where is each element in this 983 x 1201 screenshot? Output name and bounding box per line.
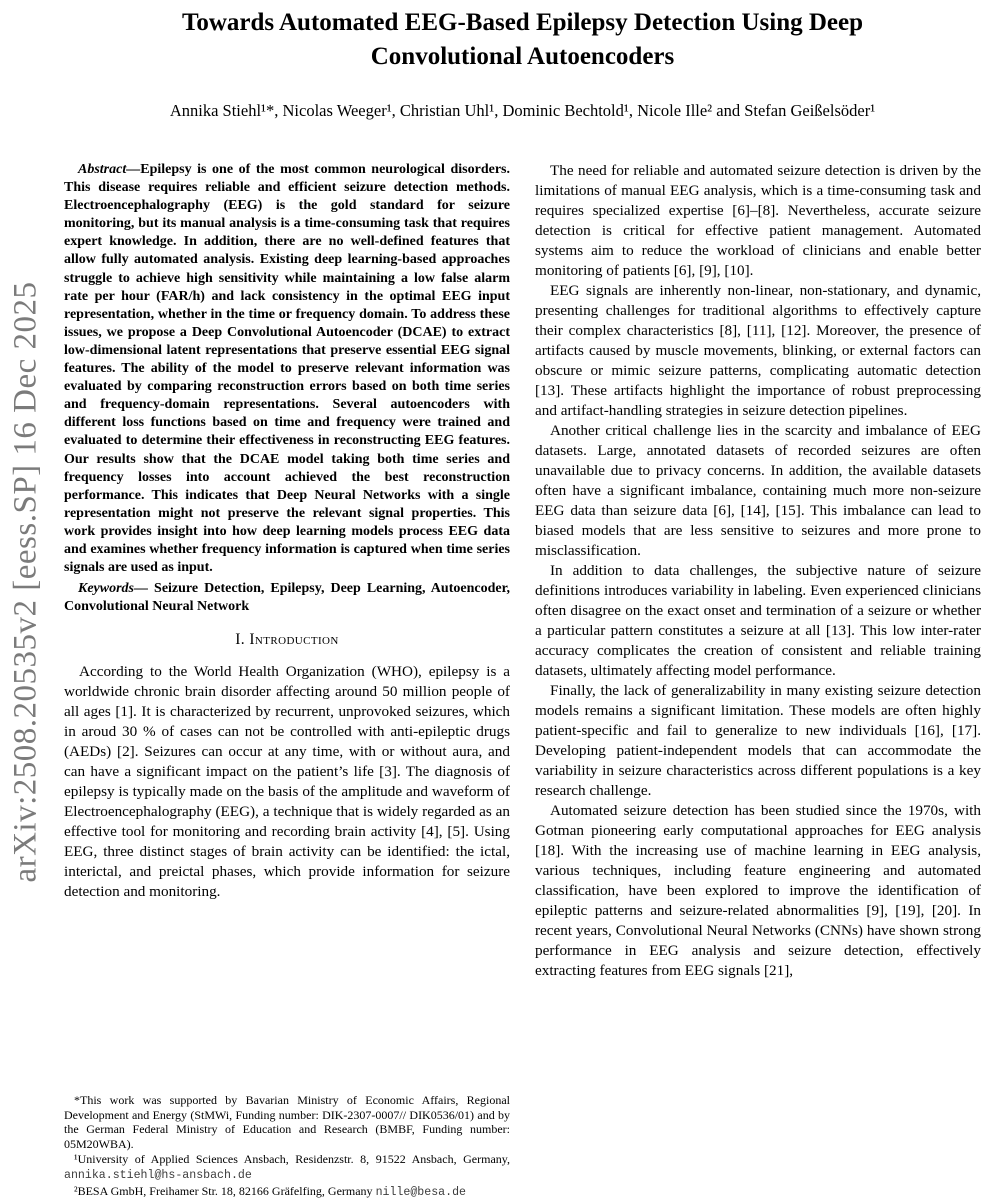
keywords-text: Seizure Detection, Epilepsy, Deep Learning, Autoencoder, Convolutional Neural Network bbox=[64, 581, 510, 615]
authors-line: Annika Stiehl¹*, Nicolas Weeger¹, Christian Uhl¹, Dominic Bechtold¹, Nicole Ille² and Stefan Geißelsöder¹ bbox=[169, 101, 876, 120]
body-paragraph: Automated seizure detection has been studied since the 1970s, with Gotman pioneering early computational approaches for EEG analysis [18]. With the increasing use of machine learning in EEG analysis, various techniques, including feature engineering and automated classification, have been explored to improve the identification of epileptic patterns and seizure-related abnormalities [9], [19], [20]. In recent years, Convolutional Neural Networks (CNNs) have shown strong performance in EEG analysis and seizure detection, effectively extracting features from EEG signals [21], bbox=[535, 802, 981, 979]
arxiv-watermark-text: arXiv:2508.20535v2 [eess.SP] 16 Dec 2025 bbox=[7, 281, 44, 883]
paper-page bbox=[64, 0, 981, 1201]
footnote-affiliation-1-text: ¹University of Applied Sciences Ansbach, Residenzstr. 8, 91522 Ansbach, Germany, bbox=[74, 1152, 510, 1167]
footnote-affiliation-2-text: ²BESA GmbH, Freihamer Str. 18, 82166 Gräfelfing, Germany bbox=[74, 1184, 376, 1199]
abstract-label: Abstract— bbox=[78, 162, 141, 177]
footnote-funding: *This work was supported by Bavarian Ministry of Economic Affairs, Regional Development and Energy (StMWi, Funding number: DIK-2307-0007// DIK0536/01) and by the German Federal Ministry of Education and Research (BMBF, Funding number: 05M20WBA). bbox=[64, 1092, 510, 1152]
abstract-text: Epilepsy is one of the most common neurological disorders. This disease requires reliable and efficient seizure detection methods. Electroencephalography (EEG) is the gold standard for seizure monitoring, but its manual analysis is a time-consuming task that requires expert knowledge. In addition, there are no well-defined features that allow fully automated analysis. Existing deep learning-based approaches struggle to achieve high sensitivity while maintaining a low false alarm rate per hour (FAR/h) and lack consistency in the optimal EEG input representation, whether in the time or frequency domain. To address these issues, we propose a Deep Convolutional Autoencoder (DCAE) to extract low-dimensional latent representations that preserve essential EEG signal features. The ability of the model to preserve relevant information was evaluated by comparing reconstruction errors based on both time series and frequency-domain representations. Several autoencoders with different loss functions based on time and frequency were trained and evaluated to determine their effectiveness in reconstructing EEG features. Our results show that the DCAE model taking both time series and frequency losses into account achieved the best reconstruction performance. This indicates that Deep Neural Networks with a single representation might not preserve the relevant signal properties. This work provides insight into how deep learning models process EEG data and examines whether frequency information is captured when time series signals are used as input. bbox=[64, 162, 510, 576]
keywords bbox=[64, 580, 510, 616]
footnotes bbox=[64, 1083, 510, 1201]
body-paragraph: EEG signals are inherently non-linear, non-stationary, and dynamic, presenting challenges for traditional algorithms to effectively capture their complex characteristics [8], [11], [12]. Moreover, the presence of artifacts caused by muscle movements, blinking, or external factors can obscure or mimic seizure patterns, complicating automatic detection [13]. These artifacts highlight the importance of robust preprocessing and artifact-handling strategies in seizure detection pipelines. bbox=[535, 282, 981, 419]
introduction-paragraph: According to the World Health Organization (WHO), epilepsy is a worldwide chronic brain disorder affecting around 50 million people of all ages [1]. It is characterized by recurrent, unprovoked seizures, which in aroud 30 % of cases can not be controlled with anti-epileptic drugs (AEDs) [2]. Seizures can occur at any time, with or without aura, and can have a significant impact on the patient’s life [3]. The diagnosis of epilepsy is typically made on the basis of the amplitude and waveform of Electroencephalography (EEG), a technique that is widely regarded as an effective tool for monitoring and recording brain activity [4], [5]. Using EEG, three distinct stages of brain activity can be identified: the ictal, interictal, and preictal phases, which provide information for seizure detection and monitoring. bbox=[64, 663, 510, 901]
arxiv-watermark bbox=[8, 281, 45, 882]
footnote-affiliation-1-email: annika.stiehl@hs-ansbach.de bbox=[64, 1169, 252, 1183]
paper-title: Towards Automated EEG-Based Epilepsy Detection Using Deep Convolutional Autoencoders bbox=[181, 9, 864, 70]
keywords-label: Keywords— bbox=[78, 581, 155, 597]
body-paragraph: Another critical challenge lies in the scarcity and imbalance of EEG datasets. Large, annotated datasets of recorded seizures are often unavailable due to privacy concerns. In addition, the available datasets often have a significant imbalance, containing much more non-seizure EEG data than seizure data [6], [14], [15]. This imbalance can lead to biased models that are less sensitive to seizures and more prone to misclassification. bbox=[535, 422, 981, 559]
column-right bbox=[535, 161, 981, 1201]
column-left bbox=[64, 161, 510, 1201]
two-column-layout bbox=[64, 161, 981, 1201]
body-paragraph: In addition to data challenges, the subjective nature of seizure definitions introduces variability in labeling. Even experienced clinicians often disagree on the exact onset and termination of a seizure or whether a particular pattern constitutes a seizure at all [13]. This low inter-rater accuracy complicates the creation of consistent and reliable training datasets, ultimately affecting model performance. bbox=[535, 562, 981, 679]
section-heading-introduction: I. Introduction bbox=[235, 631, 339, 649]
footnote-affiliation-1 bbox=[64, 1152, 510, 1184]
abstract bbox=[64, 161, 510, 577]
footnote-affiliation-2 bbox=[64, 1184, 510, 1201]
body-paragraph: Finally, the lack of generalizability in many existing seizure detection models remains a significant limitation. These models are often highly patient-specific and fail to generalize to new individuals [16], [17]. Developing patient-independent models that can accommodate the variability in seizure characteristics across different populations is a key research challenge. bbox=[535, 682, 981, 799]
body-paragraph: The need for reliable and automated seizure detection is driven by the limitations of manual EEG analysis, which is a time-consuming task and requires specialized expertise [6]–[8]. Nevertheless, accurate seizure detection is critical for effective patient management. Automated systems aim to reduce the workload of clinicians and enable better monitoring of patients [6], [9], [10]. bbox=[535, 162, 981, 279]
footnote-affiliation-2-email: nille@besa.de bbox=[375, 1186, 467, 1200]
